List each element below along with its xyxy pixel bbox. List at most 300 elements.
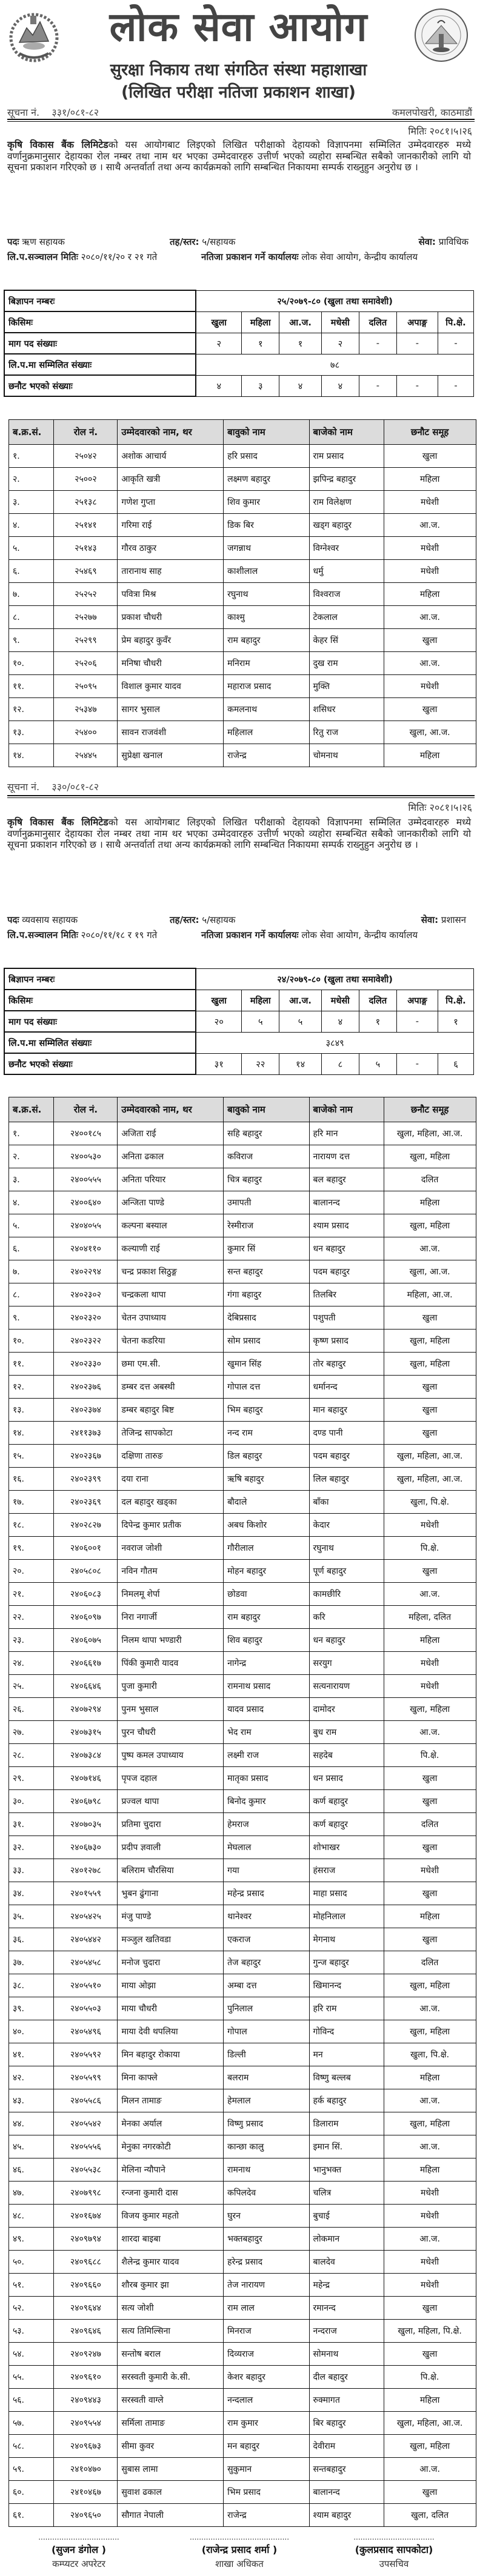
selection-group: मधेशी (384, 537, 476, 560)
candidate-name: मनोज चुदारा (118, 1951, 224, 1974)
father-name: मातृका प्रसाद (224, 1767, 309, 1790)
grandfather-name: कृष्ण प्रसाद (309, 1330, 384, 1353)
serial-number: ४८. (9, 2205, 54, 2228)
service-value: प्राविधिक (438, 236, 469, 247)
quota-type: दलित (359, 311, 396, 333)
table-row (9, 1537, 476, 1560)
roll-number: २४०९२४७ (54, 2343, 118, 2366)
table-row (9, 1744, 476, 1767)
column-header: बाजेको नाम (309, 420, 384, 445)
selection-group: खुला, महिला (384, 1698, 476, 1721)
selected-count: १४ (279, 1053, 322, 1074)
serial-number: २६. (9, 1698, 54, 1721)
candidate-name: कल्पना बस्याल (118, 1214, 224, 1237)
selection-group: महिला (384, 1191, 476, 1214)
serial-number: १४. (9, 1422, 54, 1445)
serial-number: २. (9, 468, 54, 491)
father-name: एकराज (224, 1928, 309, 1951)
candidate-name: मेलिना न्यौपाने (118, 2158, 224, 2182)
father-name: छोडवा (224, 1583, 309, 1606)
quota-type: मधेसी (321, 311, 359, 333)
roll-number: २५००२ (54, 468, 118, 491)
father-name: राम बहादुर (224, 1606, 309, 1629)
appeared-count: ३८४९ (196, 1032, 473, 1053)
candidate-name: सीमा कुवर (118, 2435, 224, 2458)
grandfather-name: खिमानन्द (309, 1974, 384, 1997)
roll-number: २४००५५५ (54, 1168, 118, 1191)
father-name: भिम बहादुर (224, 1399, 309, 1422)
father-name: भेद राम (224, 1721, 309, 1744)
table-row (9, 2158, 476, 2182)
quota-type: खुला (196, 990, 242, 1011)
selection-group: दलित (384, 1951, 476, 1974)
selected-count: ४ (321, 375, 359, 396)
column-header: छनौट समूह (384, 1097, 476, 1122)
candidate-name: माया देवी थपलिया (118, 2020, 224, 2043)
selected-count: ४ (196, 375, 242, 396)
demand-label: माग पद संख्याः (4, 1011, 196, 1032)
candidate-name: पुरन चौधरी (118, 1721, 224, 1744)
candidate-name: छमा एम.सी. (118, 1353, 224, 1376)
type-label: किसिमः (4, 990, 196, 1011)
table-row (9, 583, 476, 606)
father-name: हेमराज (224, 1813, 309, 1836)
candidate-name: कल्याणी राई (118, 1237, 224, 1260)
serial-number: ११. (9, 675, 54, 698)
selection-group: महिला (384, 1629, 476, 1652)
candidate-name: गरिमा राई (118, 514, 224, 537)
grandfather-name: पूर्ण बहादुर (309, 1560, 384, 1583)
table-row (9, 2135, 476, 2158)
serial-number: ३३. (9, 1859, 54, 1882)
selection-group: महिला (384, 2158, 476, 2182)
selection-group: महिला (384, 468, 476, 491)
table-row (9, 1767, 476, 1790)
selection-group: महिला (384, 2389, 476, 2412)
table-row (9, 1214, 476, 1237)
candidate-name: सत्य तिमिल्सिना (118, 2320, 224, 2343)
table-row (9, 606, 476, 629)
demand-count: २ (321, 333, 359, 354)
result-office-info (201, 929, 418, 941)
candidate-name: आकृति खत्री (118, 468, 224, 491)
grandfather-name: बालानन्द (309, 2481, 384, 2504)
candidate-name: अजिता राई (118, 1122, 224, 1145)
demand-count: २० (196, 1011, 242, 1032)
summary-row (4, 1011, 474, 1032)
candidate-table (8, 419, 476, 767)
table-row (9, 1468, 476, 1491)
grandfather-name: इमान सिं. (309, 2135, 384, 2158)
father-name: डिक बिर (224, 514, 309, 537)
father-name: रामनाथ (224, 2158, 309, 2182)
signature-block (6, 2533, 152, 2570)
summary-row (4, 290, 474, 311)
serial-number: १. (9, 445, 54, 468)
candidate-name: अनिता परियार (118, 1168, 224, 1191)
roll-number: २५२०६ (54, 652, 118, 675)
selection-group: महिला, आ.ज. (384, 1283, 476, 1306)
father-name: रघुनाथ (224, 583, 309, 606)
quota-type: महिला (242, 311, 279, 333)
father-name: भिम प्रसाद (224, 2481, 309, 2504)
selection-group: खुला, आ.ज. (384, 1260, 476, 1283)
grandfather-name: विग्नेश्वर (309, 537, 384, 560)
father-name: ऋषि बहादुर (224, 1468, 309, 1491)
table-row (9, 1928, 476, 1951)
double-rule (7, 795, 475, 798)
column-header: उम्मेदवारको नाम, थर (118, 420, 224, 445)
office-location: कमलपोखरी, काठमाडौं (392, 107, 472, 118)
table-row (9, 2297, 476, 2320)
roll-number: २४०१२७८ (54, 1859, 118, 1882)
candidate-name: भुबन ढुंगाना (118, 1882, 224, 1905)
service-label: सेवा: (421, 914, 439, 925)
roll-number: २४०९५५४ (54, 2412, 118, 2435)
appeared-count: ७८ (196, 354, 473, 375)
table-row (9, 1951, 476, 1974)
father-name: लक्ष्मण बहादुर (224, 468, 309, 491)
selected-count: - (438, 375, 473, 396)
table-row (9, 1997, 476, 2020)
signature-line: ........................................... (189, 2533, 290, 2541)
selection-group: आ.ज. (384, 606, 476, 629)
roll-number: २४०६००१ (54, 1537, 118, 1560)
selection-group: पि.क्षे. (384, 2366, 476, 2389)
grandfather-name: दामोदर (309, 1698, 384, 1721)
grandfather-name: गुन्ज बहादुर (309, 1951, 384, 1974)
serial-number: १२. (9, 698, 54, 721)
service-label: सेवा: (418, 236, 436, 247)
level-label: तह/स्तर: (170, 914, 199, 925)
selection-group: मधेशी (384, 1675, 476, 1698)
father-name: मनिराम (224, 652, 309, 675)
selection-group: खुला, महिला (384, 1974, 476, 1997)
grandfather-name: श्याम प्रसाद (309, 1214, 384, 1237)
roll-number: २५४४५ (54, 744, 118, 767)
father-name: कुमार सिं (224, 1237, 309, 1260)
serial-number: १२. (9, 1376, 54, 1399)
roll-number: २४०६६४६ (54, 1675, 118, 1698)
father-name: चित्र बहादुर (224, 1168, 309, 1191)
serial-number: २१. (9, 1583, 54, 1606)
father-name: डिल बहादुर (224, 1445, 309, 1468)
roll-number: २४०५८०८ (54, 1560, 118, 1583)
selection-group: खुला (384, 1836, 476, 1859)
serial-number: ८. (9, 1283, 54, 1306)
roll-number: २४००५३० (54, 1145, 118, 1168)
grandfather-name: चोमनाथ (309, 744, 384, 767)
candidate-name: प्रतिमा चुदारा (118, 1813, 224, 1836)
table-row (9, 2066, 476, 2089)
table-row (9, 652, 476, 675)
selection-group: आ.ज. (384, 1997, 476, 2020)
post-info (7, 236, 65, 248)
table-row (9, 1721, 476, 1744)
selected-count: ५ (359, 1053, 396, 1074)
grandfather-name: कर्ण बहादुर (309, 1790, 384, 1813)
father-name: मेघलाल (224, 1836, 309, 1859)
advertisement-number: २४/२०७९-८० (खुला तथा समावेशी) (196, 968, 473, 990)
candidate-name: नविन गौतम (118, 1560, 224, 1583)
serial-number: ५९. (9, 2458, 54, 2481)
quota-type: पि.क्षे. (438, 311, 473, 333)
candidate-name: नवराज जोशी (118, 1537, 224, 1560)
candidate-name: पुजा कुमारी (118, 1675, 224, 1698)
roll-number: २४०७३८४ (54, 1744, 118, 1767)
father-name: शिव बहादुर (224, 1629, 309, 1652)
signatory-name: (राजेन्द्र प्रसाद शर्मा ) (201, 2544, 278, 2555)
candidate-name: प्रज्वल थापा (118, 1790, 224, 1813)
quota-type: मधेसी (321, 990, 359, 1011)
candidate-name: निलम थापा भण्डारी (118, 1629, 224, 1652)
advertisement-label: बिज्ञापन नम्बरः (4, 290, 196, 311)
candidate-name: सर्मिला तामाङ (118, 2412, 224, 2435)
selection-group: खुला, महिला, पि.क्षे. (384, 2320, 476, 2343)
table-row (9, 1514, 476, 1537)
father-name: हरि प्रसाद (224, 445, 309, 468)
serial-number: १९. (9, 1537, 54, 1560)
table-row (9, 2228, 476, 2251)
level-value: ५/सहायक (202, 914, 236, 925)
roll-number: २४०५५०३ (54, 1997, 118, 2020)
summary-row (4, 311, 474, 333)
father-name: राजेन्द्र (224, 2504, 309, 2527)
father-name: महेन्द्र प्रसाद (224, 1882, 309, 1905)
father-name: गोपाल (224, 2020, 309, 2043)
roll-number: २४०९६७३ (54, 2435, 118, 2458)
notice-number (7, 105, 99, 119)
father-name: शिव कुमार (224, 491, 309, 514)
advertisement-number: २५/२०७९-८० (खुला तथा समावेशी) (196, 290, 473, 311)
summary-row (4, 333, 474, 354)
selection-group: आ.ज. (384, 514, 476, 537)
roll-number: २४०९६६० (54, 2274, 118, 2297)
selection-group: आ.ज. (384, 652, 476, 675)
serial-number: २९. (9, 1767, 54, 1790)
grandfather-name: तिलबिर (309, 1283, 384, 1306)
father-name: हेमलाल (224, 2089, 309, 2112)
father-name: मोहन बहादुर (224, 1560, 309, 1583)
grandfather-name: करि (309, 1606, 384, 1629)
roll-number: २५०४२ (54, 445, 118, 468)
father-name: कान्छा कालु (224, 2135, 309, 2158)
selection-group: मधेशी (384, 1859, 476, 1882)
grandfather-name: देवीराम (309, 2435, 384, 2458)
double-rule (7, 119, 475, 122)
summary-table (4, 290, 474, 397)
serial-number: ५३. (9, 2320, 54, 2343)
serial-number: २०. (9, 1560, 54, 1583)
post-info (7, 914, 78, 926)
serial-number: १. (9, 1122, 54, 1145)
roll-number: २५०९५ (54, 675, 118, 698)
father-name: राम कुमार (224, 2412, 309, 2435)
roll-number: २४०६७३० (54, 1836, 118, 1859)
grandfather-name: हरि राम (309, 1997, 384, 2020)
serial-number: ५. (9, 537, 54, 560)
candidate-name: मेनुका नगरकोटी (118, 2135, 224, 2158)
roll-number: २५४६९ (54, 560, 118, 583)
candidate-name: निरा नगार्जी (118, 1606, 224, 1629)
roll-number: २४०२३३० (54, 1353, 118, 1376)
serial-number: ५४. (9, 2343, 54, 2366)
roll-number: २४०५४२५ (54, 1905, 118, 1928)
notice-date: मितिः २०८१।५।२६ (408, 125, 472, 137)
roll-number: २४०९६४४ (54, 2297, 118, 2320)
serial-number: २५. (9, 1675, 54, 1698)
selected-count: - (396, 1053, 438, 1074)
selected-count: ८ (321, 1053, 359, 1074)
table-row (9, 468, 476, 491)
organization-name: कृषि विकास बैंक लिमिटेड (7, 139, 108, 150)
type-label: किसिमः (4, 311, 196, 333)
grandfather-name: हंसराज (309, 1859, 384, 1882)
table-row (9, 1675, 476, 1698)
roll-number: २४००६४० (54, 1191, 118, 1214)
candidate-name: दल बहादुर खड्का (118, 1491, 224, 1514)
exam-date-info (7, 929, 157, 941)
table-row (9, 1629, 476, 1652)
father-name: तेज बहादुर (224, 1951, 309, 1974)
notice-date: मितिः २०८१।५।२६ (408, 802, 472, 813)
column-header: ब.क्र.सं. (9, 420, 54, 445)
table-row (9, 1974, 476, 1997)
roll-number: २४०२३६९ (54, 1491, 118, 1514)
table-row (9, 1790, 476, 1813)
post-value: व्यवसाय सहायक (22, 914, 78, 925)
table-row (9, 1583, 476, 1606)
selection-group: मधेशी (384, 2205, 476, 2228)
roll-number: २५२९९ (54, 629, 118, 652)
candidate-name: दिपेन्द्र कुमार प्रतीक (118, 1514, 224, 1537)
exam-date-value: २०८०/११/१८ र १९ गते (81, 930, 158, 940)
candidate-name: मनिषा चौधरी (118, 652, 224, 675)
selection-group: खुला (384, 1767, 476, 1790)
selection-group: खुला (384, 1399, 476, 1422)
father-name: मन बहादुर (224, 2435, 309, 2458)
table-row (9, 1652, 476, 1675)
candidate-name: चेतना कडरिया (118, 1330, 224, 1353)
father-name: सोम प्रसाद (224, 1330, 309, 1353)
selection-group: खुला (384, 445, 476, 468)
grandfather-name: लोकमान (309, 2228, 384, 2251)
grandfather-name: झपिन्द्र बहादुर (309, 468, 384, 491)
father-name: नन्दलाल (224, 2389, 309, 2412)
father-name: सुकुमान (224, 2458, 309, 2481)
roll-number: २४०२३२० (54, 1306, 118, 1330)
selection-group: खुला (384, 1560, 476, 1583)
table-row (9, 1560, 476, 1583)
serial-number: ३. (9, 491, 54, 514)
grandfather-name: मन (309, 2043, 384, 2066)
roll-number: २४०७२९४ (54, 1698, 118, 1721)
grandfather-name: केदार (309, 1514, 384, 1537)
grandfather-name: राम प्रसाद (309, 445, 384, 468)
grandfather-name: केहर सिं (309, 629, 384, 652)
candidate-name: बलिराम चौरसिया (118, 1859, 224, 1882)
father-name: कविराज (224, 1145, 309, 1168)
grandfather-name: डिलाराम (309, 2112, 384, 2135)
roll-number: २४०७९९८ (54, 2182, 118, 2205)
grandfather-name: धन प्रसाद (309, 1767, 384, 1790)
column-header: रोल नं. (54, 1097, 118, 1122)
roll-number: २४०२३९९ (54, 1468, 118, 1491)
candidate-name: दक्षिणा तारुङ (118, 1445, 224, 1468)
father-name: डिल्ली (224, 2043, 309, 2066)
roll-number: २४०६०९७ (54, 1606, 118, 1629)
grandfather-name: सोमनाथ (309, 2343, 384, 2366)
column-header: ब.क्र.सं. (9, 1097, 54, 1122)
father-name: बलराम (224, 2066, 309, 2089)
candidate-name: मिना काफ्ले (118, 2066, 224, 2089)
serial-number: १३. (9, 1399, 54, 1422)
table-row (9, 1122, 476, 1145)
roll-number: २४०४०५५ (54, 1214, 118, 1237)
table-row (9, 2481, 476, 2504)
summary-table (4, 968, 474, 1075)
grandfather-name: सहदेब (309, 1744, 384, 1767)
candidate-name: मिन बहादुर रोकाया (118, 2043, 224, 2066)
father-name: काशीलाल (224, 560, 309, 583)
roll-number: २४०५५३८ (54, 2158, 118, 2182)
table-row (9, 1376, 476, 1399)
post-label: पदः (7, 236, 19, 247)
grandfather-name: मेगनाथ (309, 1928, 384, 1951)
level-info (170, 914, 235, 926)
appeared-label: लि.प.मा सम्मिलित संख्याः (4, 1032, 196, 1053)
grandfather-name: लिल बहादुर (309, 1468, 384, 1491)
roll-number: २५१४१ (54, 514, 118, 537)
serial-number: ४६. (9, 2158, 54, 2182)
candidate-name: सत्य जोशी (118, 2297, 224, 2320)
quota-type: अपाङ्ग (396, 311, 438, 333)
roll-number: २४०९७९४ (54, 2228, 118, 2251)
candidate-name: तारानाथ साह (118, 560, 224, 583)
selection-group: खुला, पि.क्षे. (384, 1491, 476, 1514)
post-value: ऋण सहायक (22, 236, 65, 247)
office-value: लोक सेवा आयोग, केन्द्रीय कार्यालय (301, 251, 418, 262)
psc-seal-logo (413, 7, 469, 63)
summary-row (4, 354, 474, 375)
serial-number: ४३. (9, 2089, 54, 2112)
candidate-name: पिंकी कुमारी यादव (118, 1652, 224, 1675)
grandfather-name: धन बहादुर (309, 1629, 384, 1652)
notice-paragraph (7, 817, 471, 851)
candidate-name: सन्तोष बराल (118, 2343, 224, 2366)
serial-number: २७. (9, 1721, 54, 1744)
serial-number: १०. (9, 1330, 54, 1353)
table-row (9, 1606, 476, 1629)
roll-number: २४०१५५९ (54, 1882, 118, 1905)
quota-type: आ.ज. (279, 990, 322, 1011)
roll-number: २४१०४६७ (54, 2481, 118, 2504)
column-header: उम्मेदवारको नाम, थर (118, 1097, 224, 1122)
summary-row (4, 1053, 474, 1074)
selection-group: मधेशी (384, 2251, 476, 2274)
notice-label: सूचना नं. (7, 107, 40, 118)
selection-group: खुला, पि.क्षे. (384, 2043, 476, 2066)
father-name: सन्त बहादुर (224, 1260, 309, 1283)
exam-date-info (7, 251, 157, 263)
page-title: लोक सेवा आयोग (109, 4, 368, 50)
exam-date-value: २०८०/११/२० र २१ गते (81, 251, 158, 262)
table-row (9, 2089, 476, 2112)
table-row (9, 2043, 476, 2066)
table-row (9, 1145, 476, 1168)
candidate-name: विशाल कुमार यादव (118, 675, 224, 698)
signature-line: ................................... (353, 2533, 435, 2541)
